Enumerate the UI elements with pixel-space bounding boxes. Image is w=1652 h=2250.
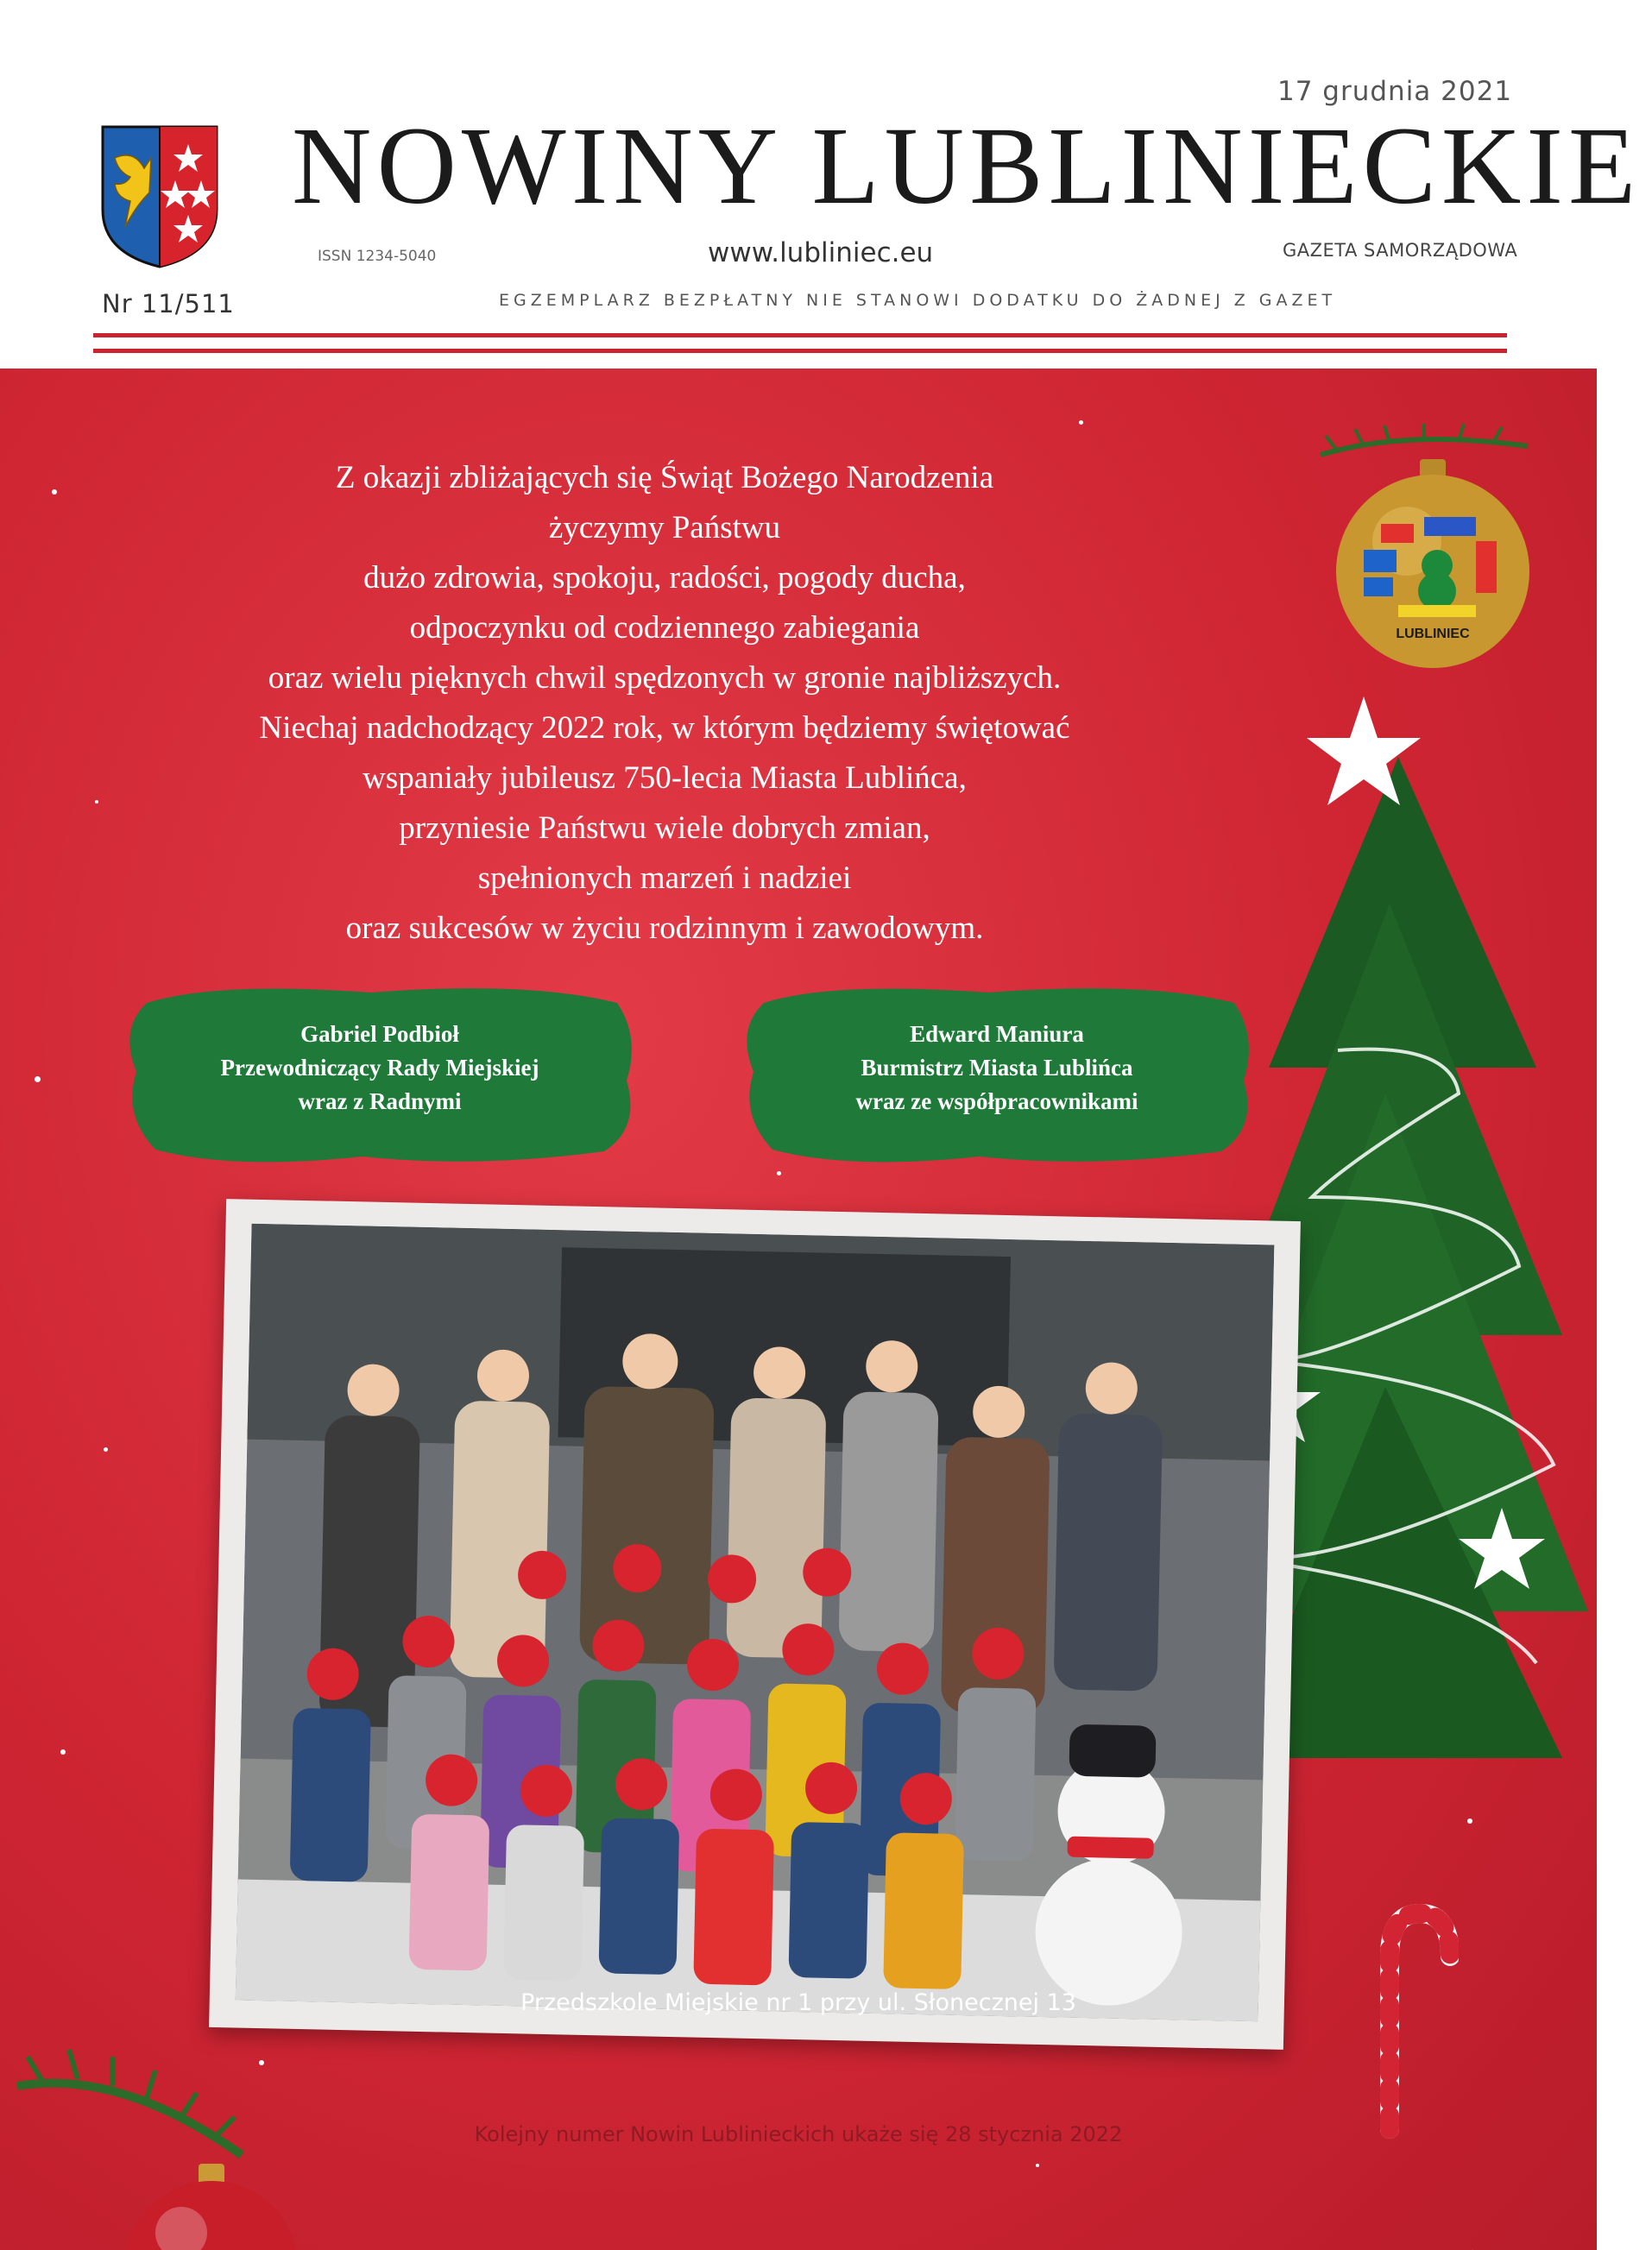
tagline: GAZETA SAMORZĄDOWA [1283,240,1518,261]
bell-icon [1424,2241,1519,2250]
candy-cane-icon [1364,1896,1459,2146]
signature-with: wraz z Radnymi [298,1088,462,1114]
issue-date: 17 grudnia 2021 [1277,76,1513,107]
next-issue-note: Kolejny numer Nowin Lublinieckich ukaże się 28 stycznia 2022 [474,2122,1123,2146]
group-photo [209,1199,1301,2050]
masthead-rule-top [93,333,1507,337]
ornament-label: LUBLINIEC [1396,627,1470,641]
signature-name: Edward Maniura [910,1021,1084,1047]
website-link[interactable]: www.lubliniec.eu [708,237,934,268]
greeting-text: Z okazji zbliżających się Świąt Bożego Narodzenia życzymy Państwu dużo zdrowia, spokoju, radości, pogody ducha, odpoczynku od codziennego zabiegania oraz wielu pięknych chwil spędzonych w gronie najbliższych. Niechaj nadchodzący 2022 rok, w którym będziemy świętować wspaniały jubileusz 750-lecia Miasta Lublińca, przyniesie Państwu wiele dobrych zmian, spełnionych marzeń i nadziei oraz sukcesów w życiu rodzinnym i zawodowym. [259,460,1070,946]
christmas-card [0,369,1597,2250]
signature-with: wraz ze współpracownikami [855,1088,1138,1114]
signature-name: Gabriel Podbioł [300,1021,459,1047]
masthead-rule-bottom [93,349,1507,353]
photo-caption: Przedszkole Miejskie nr 1 przy ul. Słonecznej 13 [520,1989,1076,2016]
signature-role: Burmistrz Miasta Lublińca [861,1055,1133,1081]
signature-role: Przewodniczący Rady Miejskiej [220,1055,539,1081]
newspaper-title: NOWINY LUBLINIECKIE [292,104,1642,227]
group-photo-image [236,1224,1275,2022]
issue-number: Nr 11/511 [102,289,235,318]
coat-of-arms-icon [99,123,220,270]
issn: ISSN 1234-5040 [318,248,437,265]
free-copy-note: EGZEMPLARZ BEZPŁATNY NIE STANOWI DODATKU DO ŻADNEJ Z GAZET [499,291,1337,310]
signature-council-chair [112,977,647,1171]
